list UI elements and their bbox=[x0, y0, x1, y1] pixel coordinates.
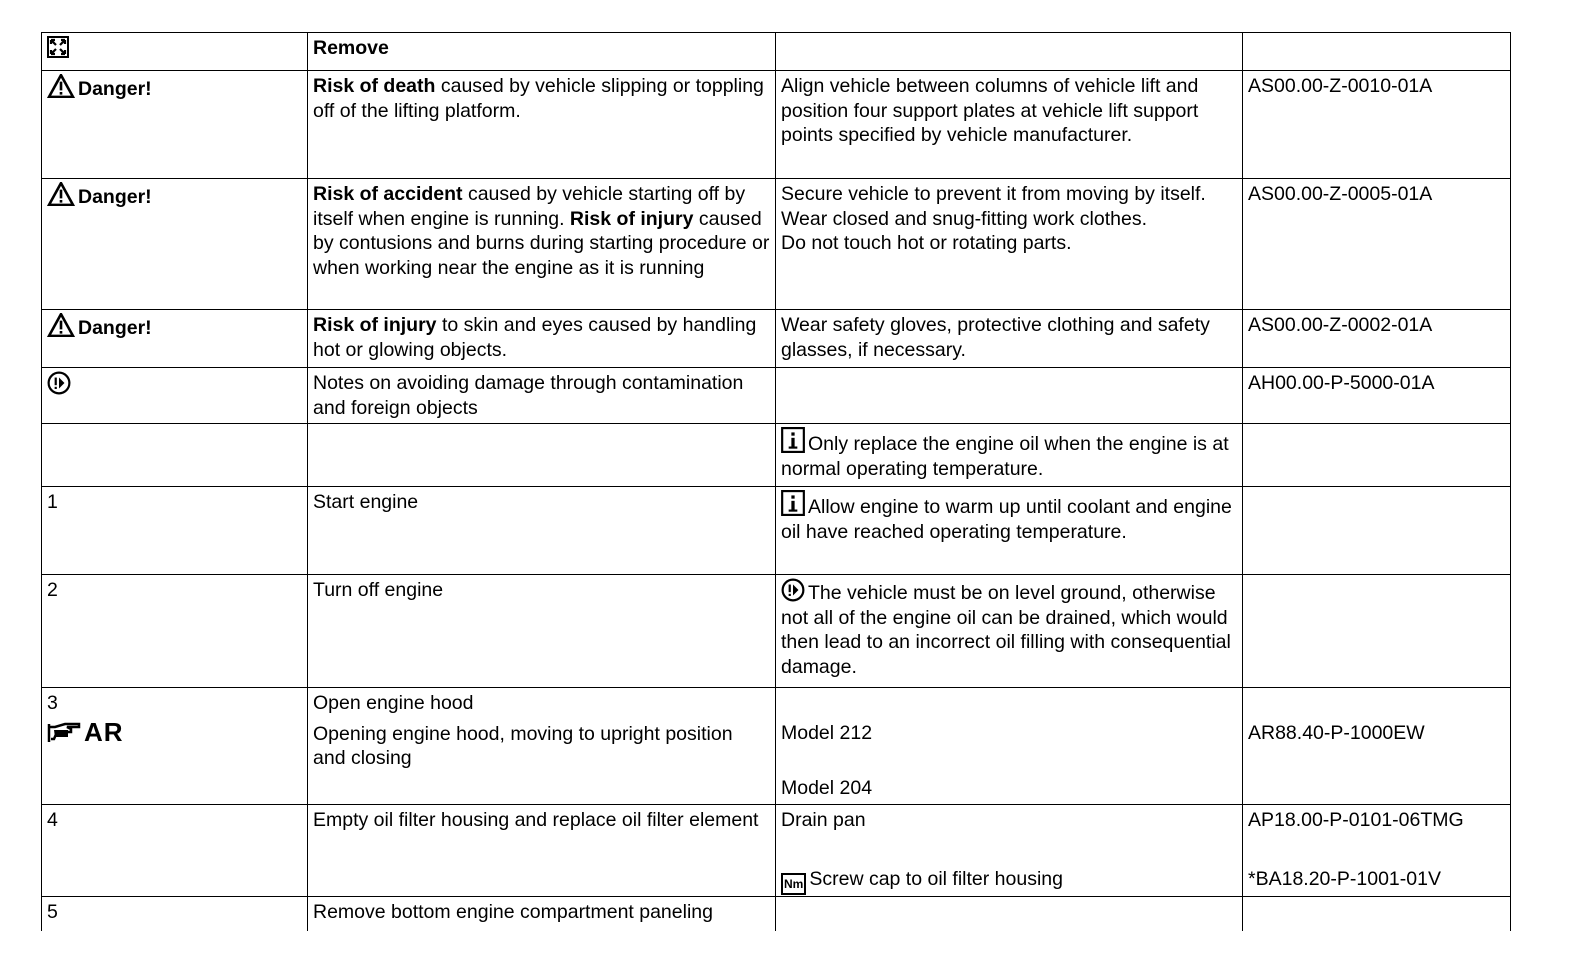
document-reference: AP18.00-P-0101-06TMG bbox=[1248, 809, 1464, 831]
measure-text: Wear closed and snug-fitting work clothes. bbox=[781, 207, 1147, 230]
step-subtext: Opening engine hood, moving to upright position and closing bbox=[313, 722, 733, 769]
warning-triangle-icon bbox=[47, 313, 75, 337]
risk-title: Risk of injury bbox=[313, 314, 437, 336]
warning-triangle-icon bbox=[47, 74, 75, 98]
document-reference: *BA18.20-P-1001-01V bbox=[1248, 867, 1441, 890]
document-reference: AS00.00-Z-0010-01A bbox=[1243, 71, 1511, 179]
torque-text: Screw cap to oil filter housing bbox=[809, 867, 1063, 890]
danger-label: Danger! bbox=[78, 317, 152, 339]
ar-reference-marker[interactable]: AR bbox=[84, 716, 124, 747]
document-reference: AH00.00-P-5000-01A bbox=[1243, 368, 1511, 424]
measure-text: Wear safety gloves, protective clothing and safety glasses, if necessary. bbox=[776, 310, 1243, 368]
risk-title: Risk of death bbox=[313, 75, 436, 97]
table-row bbox=[42, 424, 1511, 487]
measure-text: Align vehicle between columns of vehicle lift and position four support plates at vehicle lift support points specified by vehicle manufacturer. bbox=[776, 71, 1243, 179]
info-icon bbox=[781, 490, 805, 516]
table-row bbox=[42, 805, 1511, 897]
table-row bbox=[42, 179, 1511, 310]
remove-icon bbox=[47, 36, 69, 58]
note-icon bbox=[781, 578, 805, 602]
step-text: Empty oil filter housing and replace oil filter element bbox=[308, 805, 776, 897]
step-number: 2 bbox=[42, 575, 308, 688]
table-row bbox=[42, 368, 1511, 424]
step-text: Start engine bbox=[308, 487, 776, 575]
step-text: Notes on avoiding damage through contamination and foreign objects bbox=[308, 368, 776, 424]
header-remove: Remove bbox=[313, 37, 389, 59]
document-reference: AS00.00-Z-0005-01A bbox=[1243, 179, 1511, 310]
table-header-row bbox=[42, 33, 1511, 71]
step-number: 3 bbox=[47, 692, 58, 714]
document-reference[interactable]: AR88.40-P-1000EW bbox=[1248, 722, 1425, 744]
step-number: 5 bbox=[42, 897, 308, 931]
risk-text: to skin and eyes caused by handling hot or glowing objects. bbox=[313, 314, 757, 361]
note-icon bbox=[47, 371, 71, 395]
risk-text: caused by contusions and burns during starting procedure or when working near the engine as it is running bbox=[313, 207, 770, 279]
info-text: Only replace the engine oil when the engine is at normal operating temperature. bbox=[781, 433, 1229, 480]
table-row bbox=[42, 487, 1511, 575]
torque-nm-icon: Nm bbox=[781, 873, 806, 895]
risk-text: caused by vehicle slipping or toppling off of the lifting platform. bbox=[313, 75, 764, 122]
danger-label: Danger! bbox=[78, 78, 152, 100]
table-row bbox=[42, 71, 1511, 179]
model-label: Model 212 bbox=[781, 722, 873, 744]
risk-title: Risk of injury bbox=[569, 207, 694, 230]
step-text: Turn off engine bbox=[308, 575, 776, 688]
measure-text: Do not touch hot or rotating parts. bbox=[781, 232, 1072, 254]
document-reference: AS00.00-Z-0002-01A bbox=[1243, 310, 1511, 368]
info-text: Allow engine to warm up until coolant and engine oil have reached operating temperature. bbox=[781, 496, 1232, 543]
table-row bbox=[42, 575, 1511, 688]
pointing-hand-icon bbox=[47, 722, 81, 744]
table-row bbox=[42, 310, 1511, 368]
risk-text: caused by vehicle starting off by itself when engine is running. bbox=[313, 183, 746, 230]
step-text: Open engine hood bbox=[313, 692, 474, 714]
measure-text: Secure vehicle to prevent it from moving by itself. bbox=[781, 183, 1206, 205]
danger-label: Danger! bbox=[78, 186, 152, 208]
step-text: Remove bottom engine compartment paneling bbox=[308, 897, 776, 931]
procedure-table bbox=[41, 32, 1511, 931]
warning-triangle-icon bbox=[47, 182, 75, 206]
info-icon bbox=[781, 427, 805, 453]
risk-title: Risk of accident bbox=[313, 183, 463, 205]
step-number: 1 bbox=[42, 487, 308, 575]
tool-label: Drain pan bbox=[781, 809, 866, 831]
table-row bbox=[42, 688, 1511, 805]
table-row bbox=[42, 897, 1511, 931]
model-label: Model 204 bbox=[781, 776, 873, 799]
note-text: The vehicle must be on level ground, otherwise not all of the engine oil can be drained, which would then lead to an incorrect oil filling with consequential damage. bbox=[781, 582, 1231, 678]
step-number: 4 bbox=[42, 805, 308, 897]
